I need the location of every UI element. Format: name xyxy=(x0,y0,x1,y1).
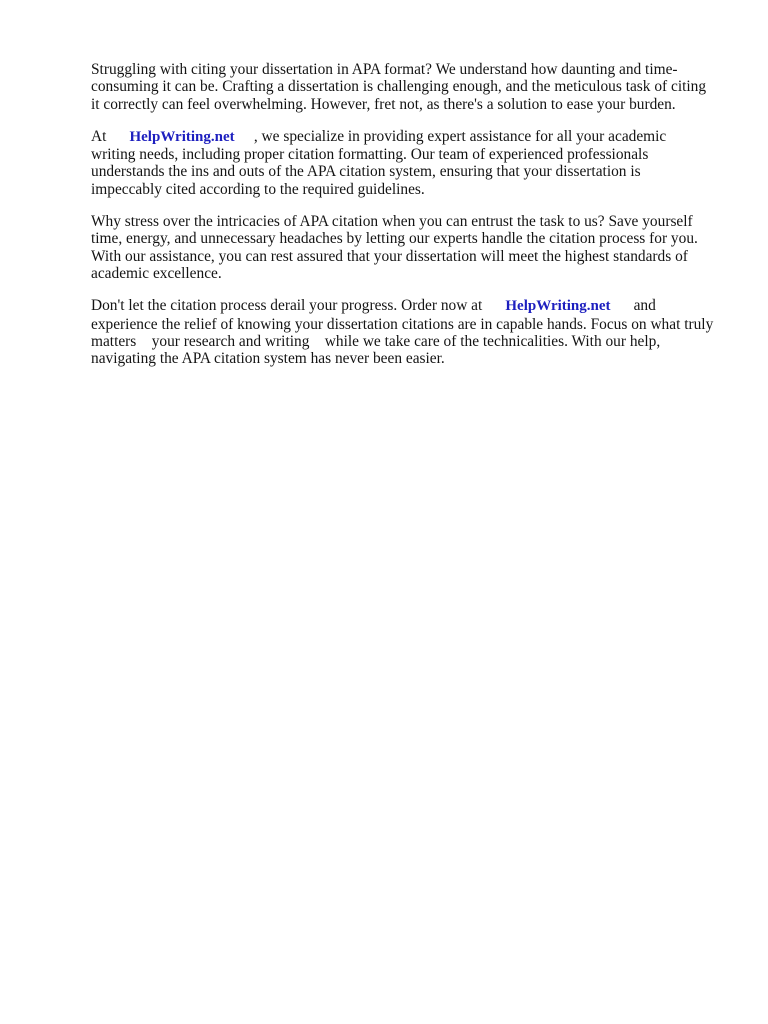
document-body xyxy=(91,61,731,382)
text-line: impeccably cited according to the required guidelines. xyxy=(91,180,425,198)
text-line: time, energy, and unnecessary headaches by letting our experts handle the citation process for you. xyxy=(91,230,698,248)
text-line: consuming it can be. Crafting a dissertation is challenging enough, and the meticulous task of citing xyxy=(91,78,707,96)
paragraph-2 xyxy=(91,128,731,198)
text-line: Struggling with citing your dissertation in APA format? We understand how daunting and time- xyxy=(91,61,678,78)
text-line: Why stress over the intricacies of APA citation when you can entrust the task to us? Save yourself xyxy=(91,213,693,231)
helpwriting-link[interactable]: HelpWriting.net xyxy=(129,128,235,145)
text-line: understands the ins and outs of the APA citation system, ensuring that your dissertation is xyxy=(91,163,641,181)
paragraph-3 xyxy=(91,213,731,282)
text-line-with-link xyxy=(91,128,731,146)
text-line: With our assistance, you can rest assured that your dissertation will meet the highest standards of xyxy=(91,247,688,265)
text-run: and xyxy=(610,297,656,315)
paragraph-4 xyxy=(91,297,731,367)
text-line: it correctly can feel overwhelming. However, fret not, as there's a solution to ease your burden. xyxy=(91,95,676,113)
text-line-with-link xyxy=(91,297,731,315)
paragraph-1 xyxy=(91,61,731,113)
text-line: matters your research and writing while we take care of the technicalities. With our help, xyxy=(91,332,661,350)
text-run: Don't let the citation process derail your progress. Order now at xyxy=(91,297,506,315)
text-run: At xyxy=(91,127,130,145)
text-run: , we specialize in providing expert assistance for all your academic xyxy=(234,127,667,145)
text-line: experience the relief of knowing your dissertation citations are in capable hands. Focus on what truly xyxy=(91,315,714,333)
text-line: academic excellence. xyxy=(91,264,222,282)
text-line: navigating the APA citation system has never been easier. xyxy=(91,350,445,368)
helpwriting-link[interactable]: HelpWriting.net xyxy=(505,298,611,315)
text-line: writing needs, including proper citation formatting. Our team of experienced professionals xyxy=(91,146,649,164)
